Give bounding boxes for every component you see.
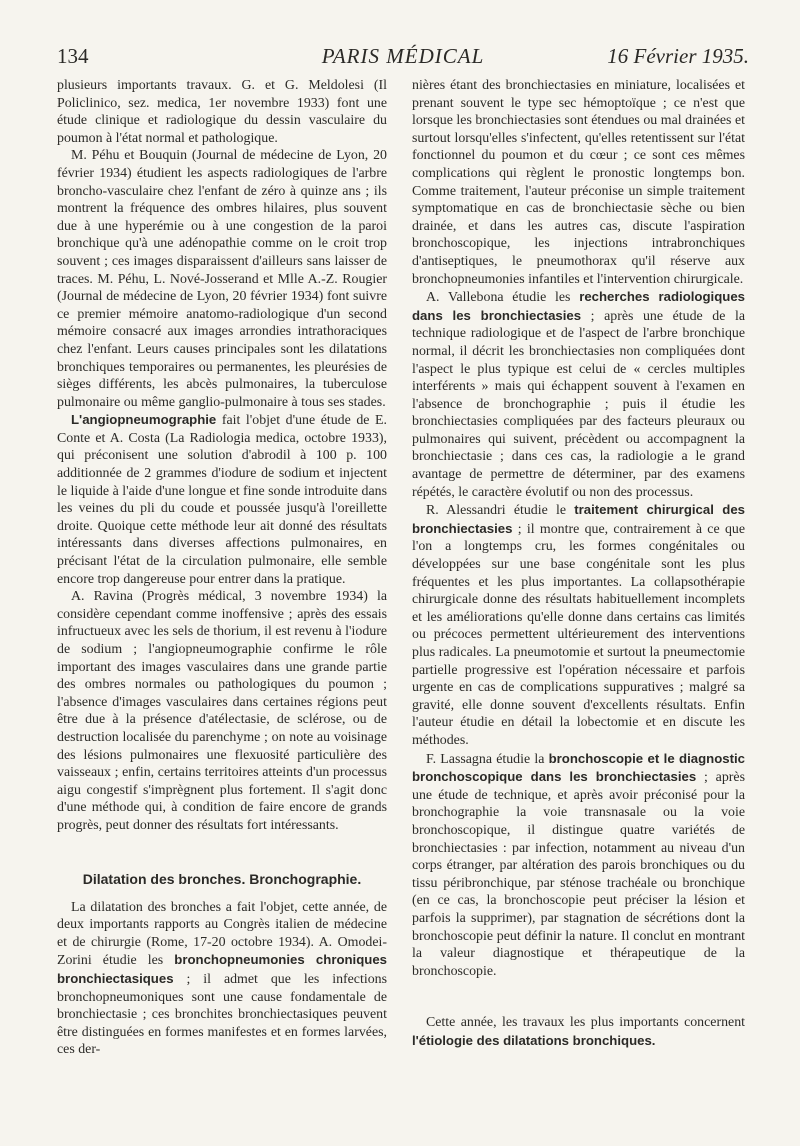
- paragraph: [412, 288, 745, 501]
- section-heading: Dilatation des bronches. Bronchographie.: [82, 870, 362, 887]
- paragraph: [57, 899, 387, 1059]
- paragraph: plusieurs importants travaux. G. et G. Meldolesi (Il Policlinico, sez. medica, 1er novembre 1933) font une étude clinique et radiologique du dessin vasculaire du poumon à l'état normal et pathologique.: [57, 78, 387, 146]
- paragraph-text: ; après une étude de la technique radiologique et de l'aspect de l'arbre bronchique normal, il décrit les bronchiectasies non compliquées dont l'aspect le plus typique est celui de « cercles multiples interférents » mais qui échappent souvent à l'examen en l'absence de bronchographie ; puis il étudie les bronchiectasies compliquées par des facteurs pleuraux ou pulmonaires qui suivent, précèdent ou accompagnent la bronchiectasie ; dans ces cas, la radiologie a le grand avantage de permettre de déterminer, par des examens répétés, le caractère évolutif ou non des processus.: [412, 308, 745, 500]
- paragraph-text: ; il montre que, contrairement à ce que l'on a longtemps cru, les formes congénitales ou développées sur une base congénitale sont les plus fréquentes et les plus importantes. La collapsothérapie chirurgicale donne des résultats habituellement incomplets et les améliorations qu'elle donne dans certains cas limités ou précoces permettent ultérieurement des interventions plus radicales. La pneumotomie et surtout la pneumectomie partielle progressive est l'opération nécessaire et parfois urgente en cas de complications suppuratives ; malgré sa gravité, elle donne souvent d'excellents résultats. Enfin l'auteur étudie en détail la lobectomie et en discute les méthodes.: [412, 521, 745, 748]
- paragraph-text: Cette année, les travaux les plus importants concernent: [426, 1015, 745, 1031]
- paragraph: [57, 411, 387, 588]
- bold-term: bronchoscopie et le diagnostic bronchoscopique dans les bronchiectasies: [412, 750, 745, 785]
- bold-term: traitement chirurgical des bronchiectasies: [412, 502, 746, 536]
- paragraph-text: La dilatation des bronches a fait l'objet, cette année, de deux importants rapports au Congrès italien de médecine et de chirurgie (Rome, 17-20 octobre 1934). A. Omodei-Zorini étudie les: [57, 899, 387, 969]
- bold-term: L'angiopneumographie: [71, 412, 217, 428]
- bold-term: l'étiologie des dilatations bronchiques.: [412, 1032, 656, 1048]
- paragraph-text: fait l'objet d'une étude de E. Conte et A. Costa (La Radiologia medica, octobre 1933), qui préconisent une solution d'abrodil à 100 p. 100 additionnée de 2 grammes d'iodure de sodium et injectent le liquide à l'aide d'une longue et fine sonde introduite dans les veines du pli du coude et poussée jusqu'à l'oreillette droite. Quoique cette méthode leur ait donné des résultats intéressants dans diverses affections pulmonaires, en précisant l'état de la circulation pulmonaire, elle semble encore trop dangereuse pour entrer dans la pratique.: [57, 413, 387, 587]
- journal-title: PARIS MÉDICAL: [321, 44, 485, 68]
- paragraph: [412, 501, 745, 749]
- paragraph: [412, 1014, 745, 1050]
- left-column: [57, 77, 387, 1059]
- page-number: 134: [57, 44, 89, 68]
- right-column: [412, 77, 745, 1050]
- page-header: [57, 40, 749, 74]
- paragraph: M. Péhu et Bouquin (Journal de médecine de Lyon, 20 février 1934) étudient les aspects radiologiques de l'arbre broncho-vasculaire chez l'enfant de zéro à quinze ans ; ils montrent la fréquence des ombres hilaires, plus souvent due à une hyperémie ou à une congestion de la paroi bronchique qu'à une adénopathie comme on le croit trop souvent ; ces images disparaissent d'ailleurs sans laisser de traces. M. Péhu, L. Nové-Josserand et Mlle A.-Z. Rougier (Journal de médecine de Lyon, 20 février 1934) font suivre ce premier mémoire anatomo-radiologique d'un second mémoire consacré aux images arrondies intrathoraciques chez l'enfant. Leurs causes principales sont les dilatations bronchiques temporaires ou permanentes, les pleurésies de sièges différents, les abcès pulmonaires, la tuberculose pulmonaire ou même ganglio-pulmonaire à tous ses stades.: [57, 148, 387, 410]
- paragraph-text: R. Alessandri étudie le: [426, 503, 575, 519]
- paragraph-text: ; il admet que les infections bronchopneumoniques sont une cause fondamentale de bronchiectasie ; ces bronchites bronchiectasiques peuvent être distinguées en formes manifestes et en formes larvées, ces der-: [57, 971, 387, 1058]
- paragraph: [412, 750, 745, 981]
- paragraph-text: F. Lassagna étudie la: [426, 751, 549, 767]
- bold-term: recherches radiologiques dans les bronchiectasies: [412, 289, 745, 323]
- bold-term: bronchopneumonies chroniques bronchiectasiques: [57, 952, 388, 986]
- issue-date: 16 Février 1935.: [607, 44, 749, 68]
- paragraph: nières étant des bronchiectasies en miniature, localisées et prenant souvent le type sec hémoptoïque ; ce n'est que lorsque les bronchiectasies sont étendues ou mal drainées et surtout lorsqu'elles s'infectent, qu'elles retentissent sur l'état fonctionnel du poumon et du cœur ; ce sont ces mêmes complications qui règlent le pronostic longtemps bon. Comme traitement, l'auteur préconise un simple traitement symptomatique en cas de bronchiectasie sèche ou bien drainée, et dans les autres cas, discute l'aspiration bronchoscopique, les injections intrabronchiques d'antiseptiques, le pneumothorax qu'il réserve aux bronchopneumonies infantiles et l'intervention chirurgicale.: [412, 78, 745, 287]
- paragraph: A. Ravina (Progrès médical, 3 novembre 1934) la considère cependant comme inoffensive ; après des essais infructueux avec les sels de thorium, il est revenu à l'iodure de sodium ; l'angiopneumographie confirme le rôle important des images vasculaires dans une grande partie des ombres normales ou pathologiques du poumon ; l'absence d'images vasculaires dans certaines régions peut être due à la présence d'atélectasie, de sclérose, ou de destruction localisée du parenchyme ; on note au voisinage des lésions pulmonaires une flexuosité particulière des vaisseaux ; enfin, certains territoires atteints d'un processus aigu congestif s'imprègnent plus fortement. Il s'agit donc d'une méthode qui, à condition de faire encore de grands progrès, peut donner des résultats fort intéressants.: [57, 589, 387, 833]
- paragraph-text: ; après une étude de technique, et après avoir préconisé pour la bronchographie la voie transnasale ou la voie bronchoscopique, il distingue quatre variétés de bronchiectasies : par infection, notamment au niveau d'un corps étranger, par altération des parois bronchiques ou du tissu péribronchique, par sténose trachéale ou bronchique (en ce cas, la bronchoscopie peut préciser la lésion et parfois la supprimer), par stagnation de sécrétions dont la bronchoscopie peut définir la nature. Il conclut en montrant la valeur diagnostique et thérapeutique de la bronchoscopie.: [412, 770, 745, 979]
- paragraph-text: A. Vallebona étudie les: [426, 290, 580, 306]
